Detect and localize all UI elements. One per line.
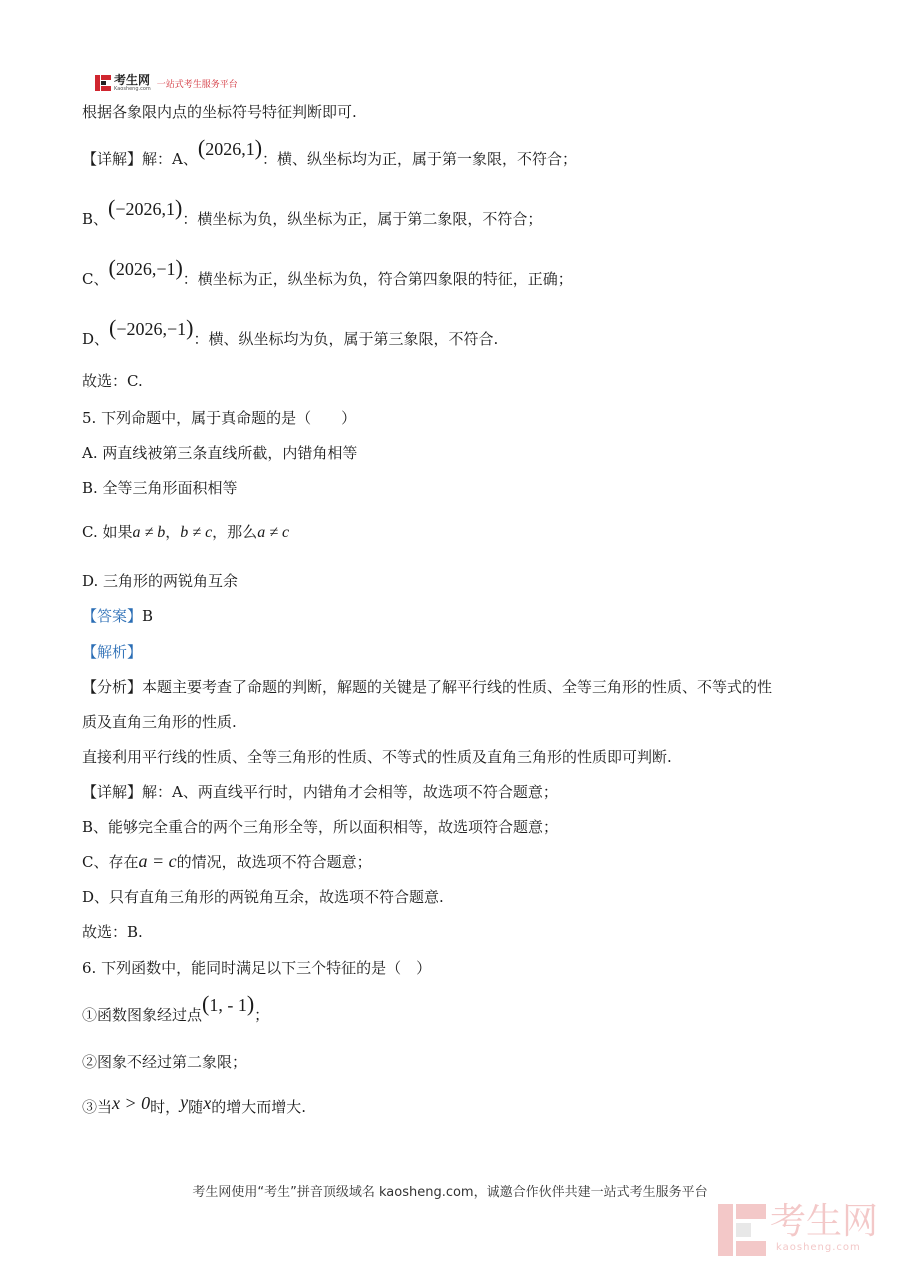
watermark-url: kaosheng.com: [776, 1242, 861, 1253]
q5-fenxi-3: 直接利用平行线的性质、全等三角形的性质、不等式的性质及直角三角形的性质即可判断.: [82, 748, 672, 766]
q6-feature-3: ③当x > 0时，y随x的增大而增大.: [82, 1092, 306, 1116]
q4-detail-c: C、(2026,−1)：横坐标为正，纵坐标为负，符合第四象限的特征，正确；: [82, 255, 573, 288]
q4-detail-d: D、(−2026,−1)：横、纵坐标均为负，属于第三象限，不符合.: [82, 315, 499, 348]
logo-name: 考生网: [114, 73, 151, 87]
math-a-neq-b: a ≠ b: [132, 524, 166, 541]
q4-point-b: (−2026,1): [108, 195, 183, 220]
watermark-logo-icon: [718, 1202, 766, 1258]
math-x-gt-0: x > 0: [112, 1093, 151, 1113]
math-b-neq-c: b ≠ c: [180, 524, 213, 541]
q5-detail-b: B、能够完全重合的两个三角形全等，所以面积相等，故选项符合题意；: [82, 818, 559, 836]
q4-c-text: ：横坐标为正，纵坐标为负，符合第四象限的特征，正确；: [182, 270, 573, 288]
q5-option-b: B. 全等三角形面积相等: [82, 479, 238, 497]
q5-option-d: D. 三角形的两锐角互余: [82, 572, 239, 590]
q5-fenxi-1: 【分析】本题主要考查了命题的判断，解题的关键是了解平行线的性质、全等三角形的性质、不等式的性: [82, 678, 773, 696]
header-slogan: 一站式考生服务平台: [156, 79, 238, 90]
detail-tag: 【详解】: [82, 783, 143, 801]
q4-d-text: ：横、纵坐标均为负，属于第三象限，不符合.: [193, 330, 499, 348]
page-footer: 考生网使用“考生”拼音顶级域名 kaosheng.com，诚邀合作伙伴共建一站式考生服务平台: [192, 1185, 708, 1200]
q5-answer: [82, 606, 153, 626]
q4-detail-a: [82, 135, 578, 169]
watermark-name: 考生网: [770, 1201, 879, 1242]
q6-stem: 6. 下列函数中，能同时满足以下三个特征的是（ ）: [82, 959, 432, 977]
q6-point: (1, - 1): [202, 991, 255, 1016]
math-a-neq-c: a ≠ c: [257, 524, 290, 541]
fenxi-tag: 【分析】: [82, 678, 143, 696]
q6-feature-2: ②图象不经过第二象限；: [82, 1053, 248, 1071]
answer-value: B: [142, 607, 154, 625]
q4-a-text: ：横、纵坐标均为正，属于第一象限，不符合；: [262, 150, 578, 168]
q5-final: 故选：B.: [82, 923, 143, 941]
q4-answer: 故选：C.: [82, 372, 143, 390]
q4-point-c: (2026,−1): [108, 255, 183, 280]
q5-option-c: C. 如果a ≠ b，b ≠ c，那么a ≠ c: [82, 523, 290, 541]
math-y: y: [180, 1092, 189, 1112]
detail-prefix: 解：A、: [142, 150, 198, 168]
q6-feature-1: ①函数图象经过点(1, - 1)；: [82, 991, 270, 1024]
q4-point-a: (2026,1): [197, 135, 263, 160]
logo-url: Kaosheng.com: [114, 86, 151, 92]
logo-mark-icon: [95, 74, 111, 92]
q5-option-a: A. 两直线被第三条直线所截，内错角相等: [82, 444, 358, 462]
header-logo: [95, 72, 238, 94]
q5-fenxi-2: 质及直角三角形的性质.: [82, 713, 237, 731]
q4-detail-b: B、(−2026,1)：横坐标为负，纵坐标为正，属于第二象限，不符合；: [82, 195, 543, 228]
watermark: [718, 1200, 883, 1260]
q4-intro: 根据各象限内点的坐标符号特征判断即可.: [82, 103, 357, 121]
detail-tag: 【详解】: [82, 150, 143, 168]
q5-stem: 5. 下列命题中，属于真命题的是（ ）: [82, 409, 357, 427]
q4-b-text: ：横坐标为负，纵坐标为正，属于第二象限，不符合；: [182, 210, 543, 228]
answer-tag: 【答案】: [82, 607, 143, 625]
analysis-tag: 【解析】: [82, 643, 143, 661]
q5-detail-c: C、存在a = c的情况，故选项不符合题意；: [82, 851, 372, 871]
math-x: x: [203, 1093, 212, 1113]
q5-detail-d: D、只有直角三角形的两锐角互余，故选项不符合题意.: [82, 888, 444, 906]
q5-detail-a: 【详解】解：A、两直线平行时，内错角才会相等，故选项不符合题意；: [82, 783, 558, 801]
math-a-eq-c: a = c: [138, 851, 177, 871]
q4-point-d: (−2026,−1): [109, 315, 194, 340]
